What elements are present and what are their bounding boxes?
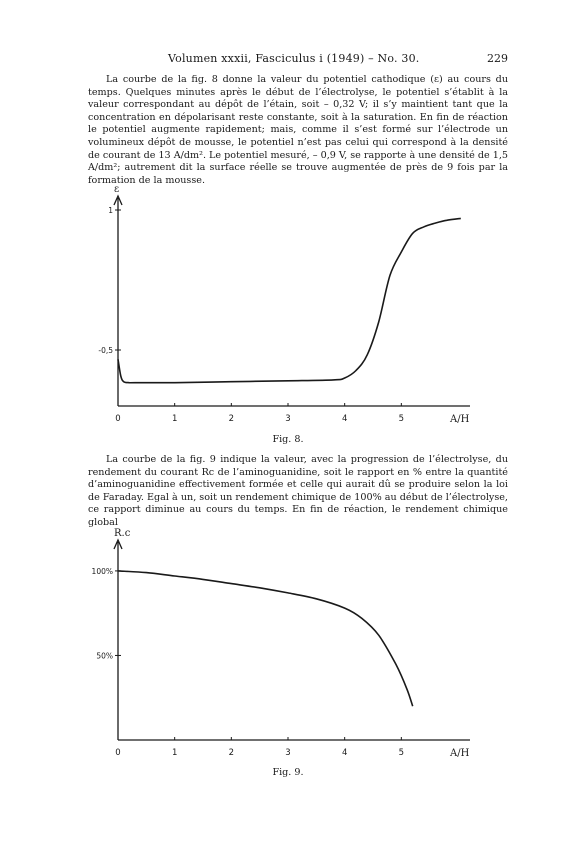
- running-header: [88, 52, 508, 68]
- fig8-y-tick-label: 1: [108, 206, 113, 215]
- fig9-caption: Fig. 9.: [272, 767, 304, 778]
- paragraph-2-text: La courbe de la fig. 9 indique la valeur, avec la progression de l’électrolyse, du rendement du courant Rc de l’aminoguanidine, soit le rapport en % entre la quantité d’aminoguanidine effectivement formée et celle qui aurait dû se produire selon la loi de Faraday. Egal à un, soit un rendement chimique de 100% au début de l’électrolyse, ce rapport diminue au cours du temps. En fin de réaction, le rendement chimique global: [88, 454, 508, 528]
- fig9-y-tick-label: 100%: [91, 566, 113, 576]
- fig9-x-tick-label: 1: [171, 748, 178, 758]
- page-number: 229: [487, 52, 508, 65]
- running-title: Volumen xxxii, Fasciculus i (1949) – No. 30.: [168, 52, 420, 65]
- figure-9-chart: [0, 530, 583, 790]
- fig9-x-tick-label: 0: [115, 748, 121, 758]
- figure-8-chart: [0, 184, 583, 448]
- fig8-x-tick-label: 3: [285, 414, 291, 424]
- fig8-x-tick-label: 1: [171, 414, 178, 424]
- fig9-x-tick-label: 3: [285, 748, 291, 758]
- fig9-x-tick-label: 4: [341, 748, 348, 758]
- fig8-x-tick-label: 4: [341, 414, 348, 424]
- paragraph-2: [88, 454, 508, 530]
- fig8-y-tick-label: -0,5: [98, 346, 113, 355]
- fig8-y-axis-label: ε: [114, 184, 120, 195]
- fig9-x-axis-label: A/H: [450, 748, 470, 759]
- fig8-x-tick-label: 0: [115, 414, 121, 424]
- paragraph-1: [88, 74, 508, 187]
- fig8-x-tick-label: 5: [398, 414, 405, 424]
- fig9-y-axis-label: R.c: [114, 528, 131, 539]
- fig9-y-tick-label: 50%: [96, 651, 113, 661]
- fig8-caption: Fig. 8.: [272, 434, 304, 445]
- fig9-series-line: [118, 571, 413, 706]
- fig9-x-tick-label: 2: [228, 748, 235, 758]
- fig8-x-tick-label: 2: [228, 414, 235, 424]
- fig9-x-tick-label: 5: [398, 748, 405, 758]
- fig8-x-axis-label: A/H: [450, 414, 470, 425]
- paragraph-1-text: La courbe de la fig. 8 donne la valeur du potentiel cathodique (ε) au cours du temps. Quelques minutes après le début de l’électrolyse, le potentiel s’établit à la valeur correspondant au dépôt de l’étain, soit – 0,32 V; il s’y maintient tant que la concentration en dépolarisant reste constante, soit à la saturation. En fin de réaction le potentiel augmente rapidement; mais, comme il s’est formé sur l’électrode un volumineux dépôt de mousse, le potentiel n’est pas celui qui correspond à la densité de courant de 13 A/dm². Le potentiel mesuré, – 0,9 V, se rapporte à une densité de 1,5 A/dm²; autrement dit la surface réelle se trouve augmentée de près de 9 fois par la formation de la mousse.: [88, 74, 508, 186]
- fig8-series-line: [118, 218, 461, 382]
